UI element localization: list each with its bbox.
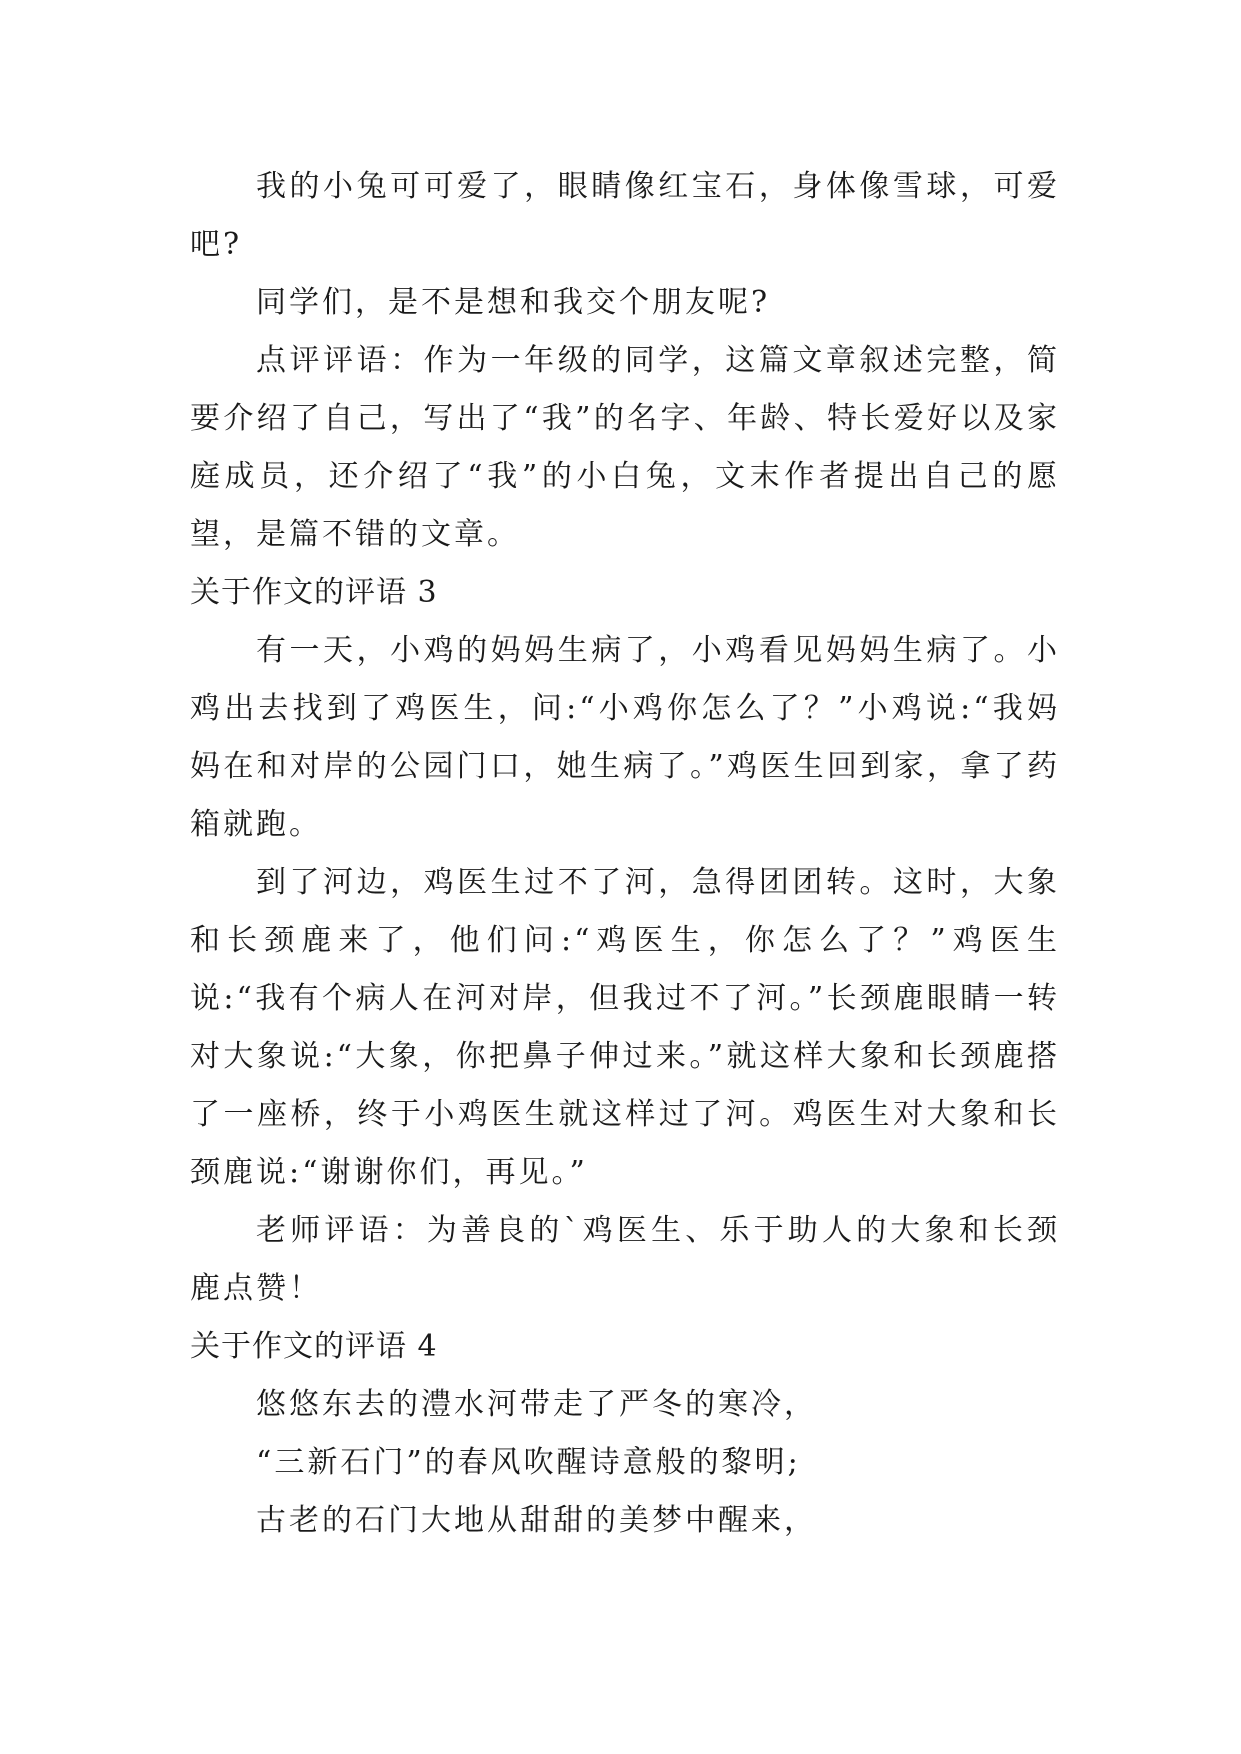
paragraph: 点评评语：作为一年级的同学，这篇文章叙述完整，简要介绍了自己，写出了“我”的名字、年龄、特长爱好以及家庭成员，还介绍了“我”的小白兔，文末作者提出自己的愿望，是篇不错的文章。: [190, 343, 1060, 552]
paragraph: 我的小兔可可爱了，眼睛像红宝石，身体像雪球，可爱吧?: [190, 169, 1060, 262]
paragraph: 老师评语：为善良的`鸡医生、乐于助人的大象和长颈鹿点赞！: [190, 1213, 1060, 1306]
paragraph: 悠悠东去的澧水河带走了严冬的寒冷，: [256, 1387, 817, 1422]
section-heading: 关于作文的评语 3: [190, 575, 438, 610]
section-heading: 关于作文的评语 4: [190, 1329, 438, 1364]
paragraph: 有一天，小鸡的妈妈生病了，小鸡看见妈妈生病了。小鸡出去找到了鸡医生，问:“小鸡你怎么了？”小鸡说:“我妈妈在和对岸的公园门口，她生病了。”鸡医生回到家，拿了药箱就跑。: [190, 633, 1060, 842]
paragraph: 同学们，是不是想和我交个朋友呢?: [256, 285, 771, 320]
paragraph: “三新石门”的春风吹醒诗意般的黎明;: [256, 1445, 801, 1480]
document-body: [190, 158, 1060, 1550]
paragraph: 到了河边，鸡医生过不了河，急得团团转。这时，大象和长颈鹿来了，他们问:“鸡医生，你怎么了？”鸡医生说:“我有个病人在河对岸，但我过不了河。”长颈鹿眼睛一转对大象说:“大象，你把鼻子伸过来。”就这样大象和长颈鹿搭了一座桥，终于小鸡医生就这样过了河。鸡医生对大象和长颈鹿说:“谢谢你们，再见。”: [190, 865, 1060, 1190]
paragraph: 古老的石门大地从甜甜的美梦中醒来，: [256, 1503, 817, 1538]
